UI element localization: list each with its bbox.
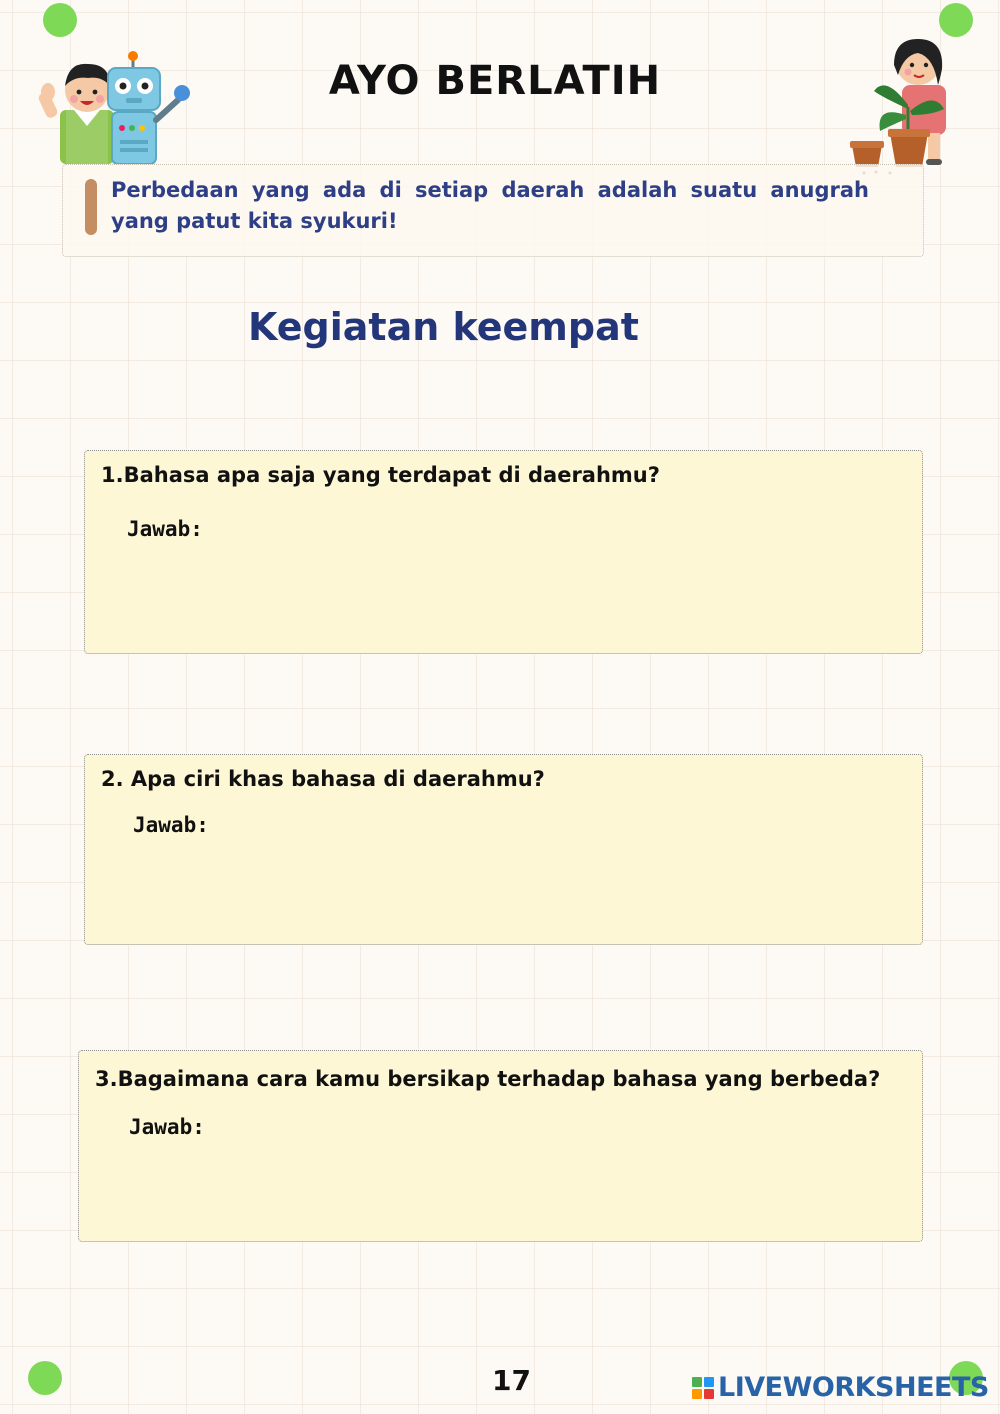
girl-with-plants-illustration [846,35,954,175]
question-text-2: 2. Apa ciri khas bahasa di daerahmu? [101,767,545,791]
intro-accent-bar [85,179,97,235]
liveworksheets-logo-icon [692,1377,714,1399]
question-box-2[interactable] [84,754,923,945]
section-heading: Kegiatan keempat [248,305,639,349]
decorative-dot-top-right [939,3,973,37]
page-number: 17 [492,1364,531,1397]
question-text-3: 3.Bagaimana cara kamu bersikap terhadap bahasa yang berbeda? [95,1067,881,1091]
question-text-1: 1.Bahasa apa saja yang terdapat di daerahmu? [101,463,660,487]
decorative-dot-bottom-left [28,1361,62,1395]
decorative-dot-top-left [43,3,77,37]
question-box-3[interactable] [78,1050,923,1242]
liveworksheets-brand[interactable] [692,1372,989,1403]
page-title: AYO BERLATIH [328,58,662,104]
question-box-1[interactable] [84,450,923,654]
intro-callout [62,164,924,257]
answer-label-2: Jawab: [133,813,209,837]
answer-label-3: Jawab: [129,1115,205,1139]
intro-text: Perbedaan yang ada di setiap daerah adalah suatu anugrah yang patut kita syukuri! [111,178,869,233]
brand-text: LIVEWORKSHEETS [718,1372,989,1403]
answer-label-1: Jawab: [127,517,203,541]
